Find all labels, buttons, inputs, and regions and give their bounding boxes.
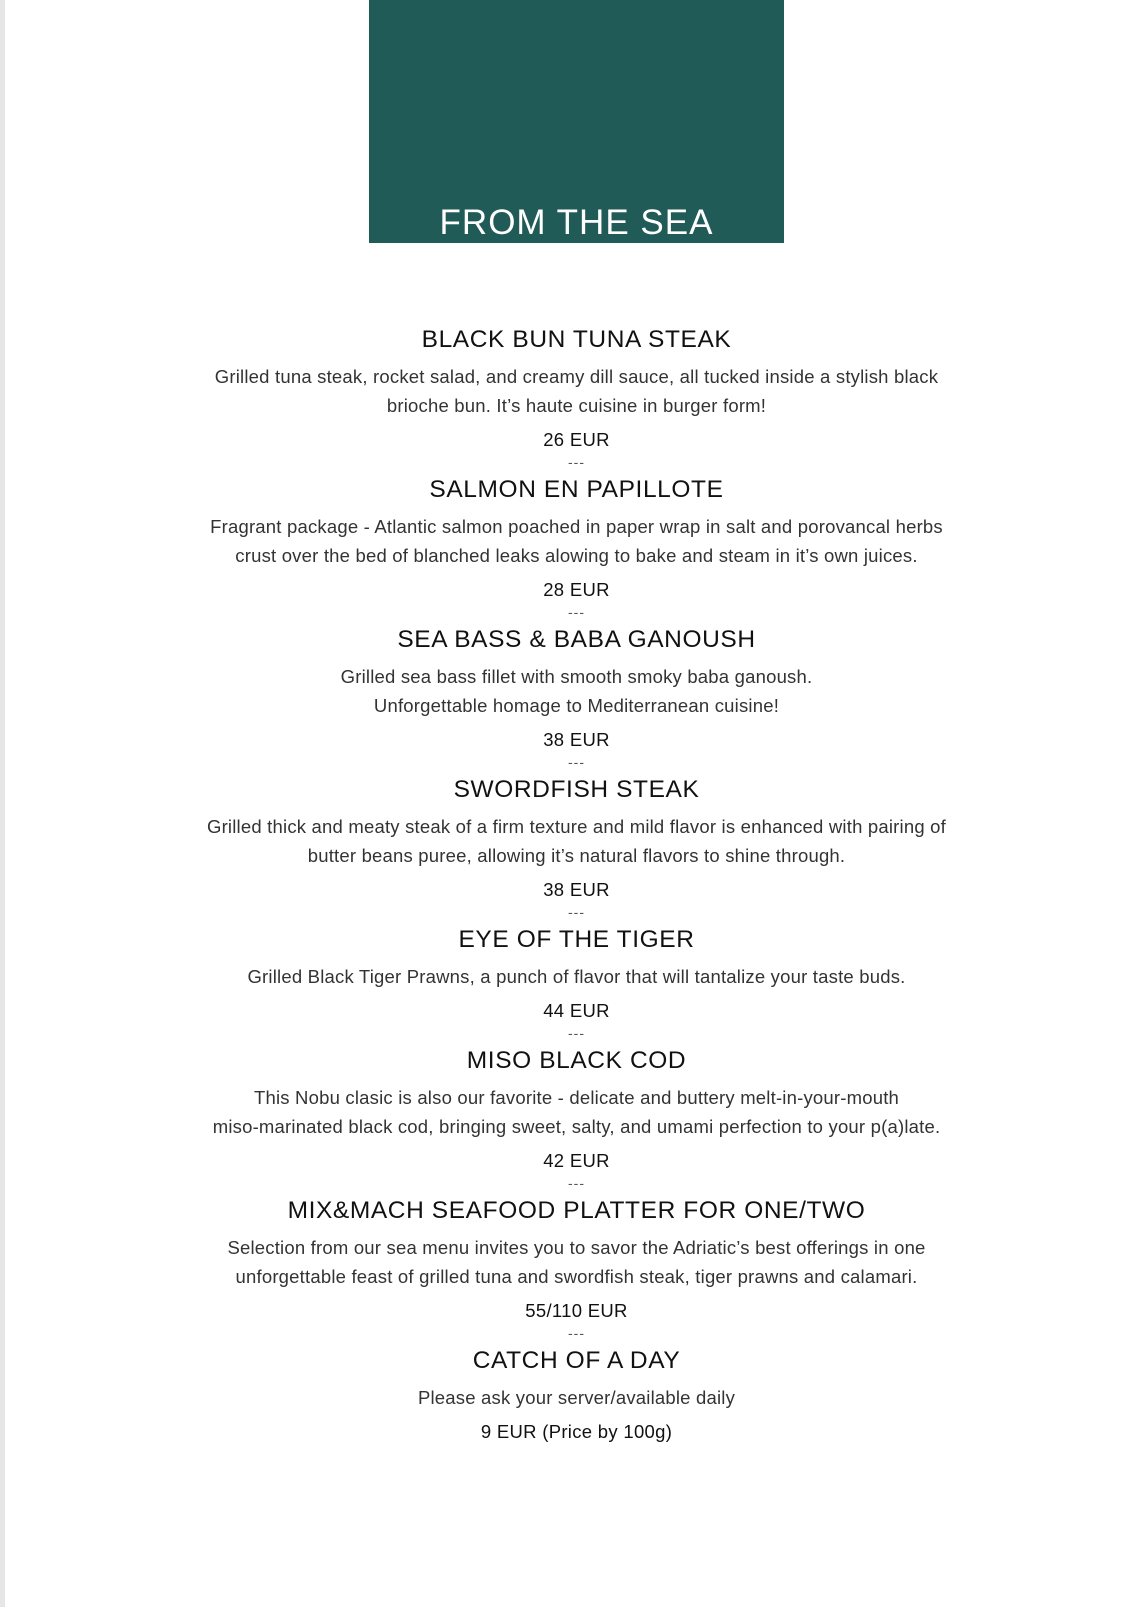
item-divider: --- (568, 604, 585, 620)
dish-price: 38 EUR (543, 729, 610, 750)
dish-name: EYE OF THE TIGER (458, 926, 695, 953)
dish-description-line: Grilled sea bass fillet with smooth smoky baba ganoush. (340, 666, 813, 687)
menu-item (140, 472, 1013, 603)
dish-description-line: crust over the bed of blanched leaks alowing to bake and steam in it’s own juices. (235, 545, 918, 566)
section-banner (369, 0, 784, 243)
dish-price: 55/110 EUR (525, 1300, 628, 1321)
dish-price: 9 EUR (Price by 100g) (480, 1421, 673, 1442)
dish-description-line: brioche bun. It’s haute cuisine in burger form! (386, 395, 767, 416)
item-divider: --- (568, 1025, 585, 1041)
dish-price: 38 EUR (543, 879, 610, 900)
page-edge-shadow (0, 0, 5, 1607)
dish-description-line: Unforgettable homage to Mediterranean cuisine! (373, 695, 780, 716)
menu-item (140, 322, 1013, 453)
dish-name: SWORDFISH STEAK (453, 776, 700, 803)
dish-price: 28 EUR (543, 579, 610, 600)
dish-description (140, 812, 1013, 870)
dish-description-line: Fragrant package - Atlantic salmon poached in paper wrap in salt and porovancal herbs (210, 516, 943, 537)
section-title: FROM THE SEA (439, 203, 714, 242)
dish-description-line: Grilled tuna steak, rocket salad, and creamy dill sauce, all tucked inside a stylish black (214, 366, 939, 387)
menu-list (140, 322, 1013, 1445)
dish-description (140, 1383, 1013, 1412)
dish-description-line: Grilled Black Tiger Prawns, a punch of flavor that will tantalize your taste buds. (247, 966, 906, 987)
dish-name: MIX&MACH SEAFOOD PLATTER FOR ONE/TWO (287, 1197, 866, 1224)
dish-price: 42 EUR (543, 1150, 610, 1171)
dish-description-line: butter beans puree, allowing it’s natural flavors to shine through. (307, 845, 846, 866)
item-divider: --- (568, 1175, 585, 1191)
item-divider: --- (568, 1325, 585, 1341)
dish-description (140, 512, 1013, 570)
dish-description-line: Please ask your server/available daily (417, 1387, 736, 1408)
dish-name: SEA BASS & BABA GANOUSH (397, 626, 756, 653)
dish-description-line: unforgettable feast of grilled tuna and swordfish steak, tiger prawns and calamari. (235, 1266, 918, 1287)
dish-description (140, 1083, 1013, 1141)
menu-item (140, 772, 1013, 903)
menu-item (140, 1343, 1013, 1445)
dish-description-line: miso-marinated black cod, bringing sweet, salty, and umami perfection to your p(a)late. (212, 1116, 941, 1137)
item-divider: --- (568, 904, 585, 920)
dish-description-line: This Nobu clasic is also our favorite - delicate and buttery melt-in-your-mouth (253, 1087, 900, 1108)
dish-description-line: Grilled thick and meaty steak of a firm texture and mild flavor is enhanced with pairing of (206, 816, 946, 837)
dish-description (140, 1233, 1013, 1291)
dish-price: 26 EUR (543, 429, 610, 450)
dish-name: BLACK BUN TUNA STEAK (421, 326, 732, 353)
item-divider: --- (568, 754, 585, 770)
dish-description (140, 362, 1013, 420)
menu-item (140, 1193, 1013, 1324)
menu-item (140, 1043, 1013, 1174)
menu-item (140, 922, 1013, 1024)
dish-name: SALMON EN PAPILLOTE (429, 476, 724, 503)
dish-description (140, 662, 1013, 720)
dish-price: 44 EUR (543, 1000, 610, 1021)
dish-name: CATCH OF A DAY (472, 1347, 681, 1374)
item-divider: --- (568, 454, 585, 470)
dish-description-line: Selection from our sea menu invites you to savor the Adriatic’s best offerings in one (227, 1237, 926, 1258)
dish-description (140, 962, 1013, 991)
menu-item (140, 622, 1013, 753)
dish-name: MISO BLACK COD (466, 1047, 687, 1074)
